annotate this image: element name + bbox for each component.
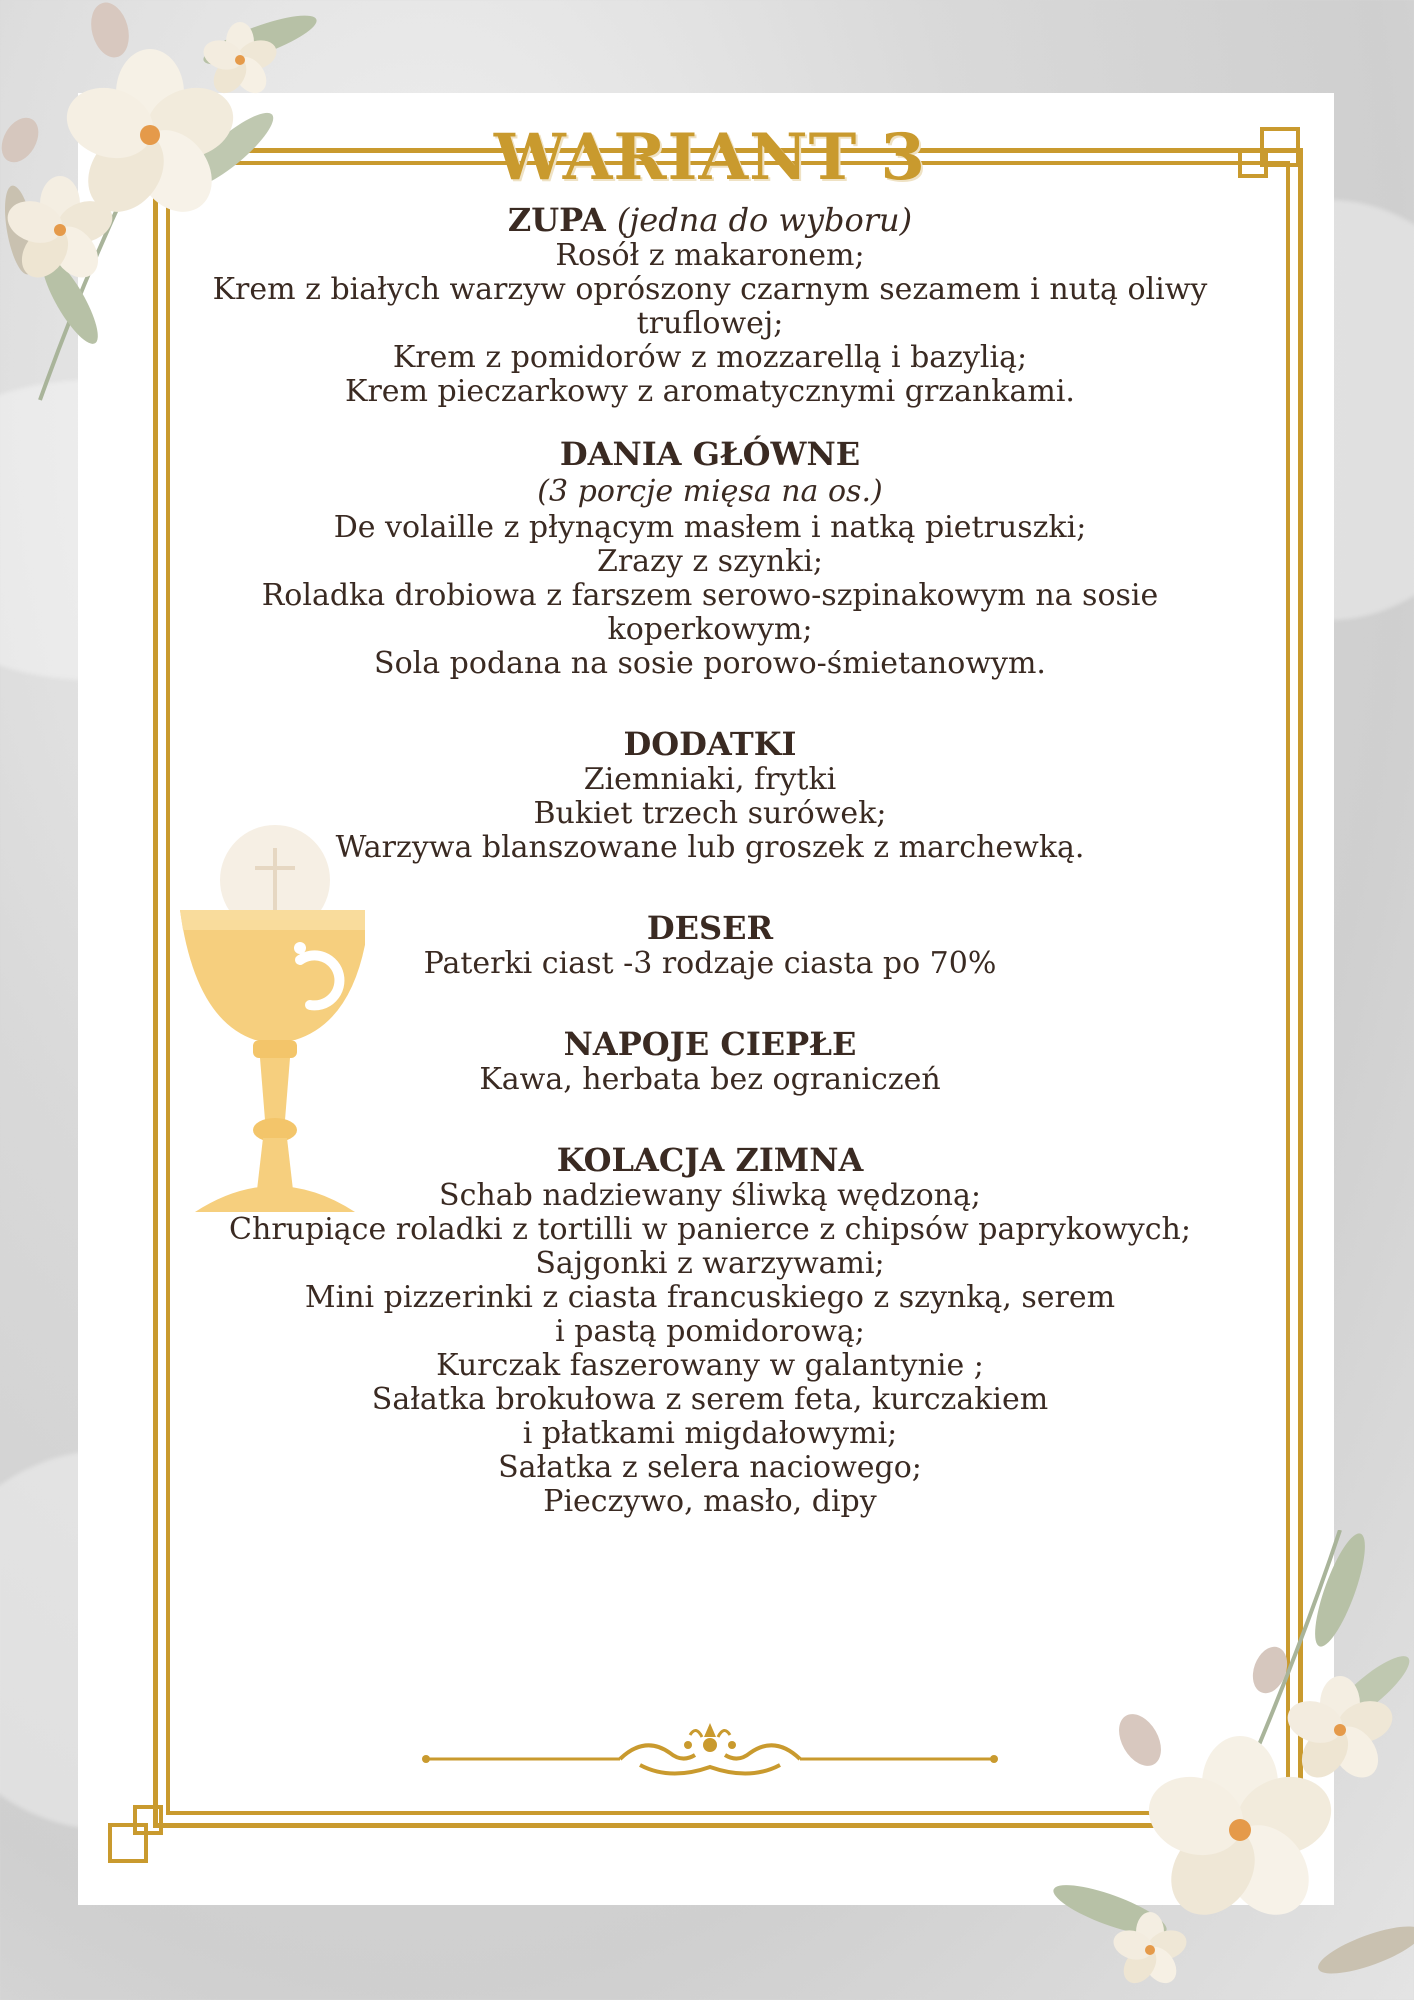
menu-item: Krem z pomidorów z mozzarellą i bazylią; <box>392 340 1028 375</box>
menu-item: Paterki ciast -3 rodzaje ciasta po 70% <box>423 946 997 981</box>
menu-item: Zrazy z szynki; <box>596 544 824 579</box>
menu-item: Ziemniaki, frytki <box>583 762 837 797</box>
flower-bouquet-icon <box>0 0 360 420</box>
menu-item: i pastą pomidorową; <box>555 1314 865 1349</box>
menu-item: Sajgonki z warzywami; <box>535 1246 885 1281</box>
menu-item: Pieczywo, masło, dipy <box>543 1484 877 1519</box>
menu-item: Schab nadziewany śliwką wędzoną; <box>439 1178 981 1213</box>
menu-item: truflowej; <box>636 306 784 341</box>
menu-item: Warzywa blanszowane lub groszek z marchewką. <box>335 830 1085 865</box>
section-heading-napoje-cieple: NAPOJE CIEPŁE <box>563 1025 857 1063</box>
section-heading-zupa: ZUPA (jedna do wyboru) <box>507 201 913 239</box>
section-heading-note: (jedna do wyboru) <box>616 201 913 239</box>
section-heading-dania-glowne: DANIA GŁÓWNE <box>559 435 861 473</box>
menu-item: De volaille z płynącym masłem i natką pietruszki; <box>333 510 1087 545</box>
menu-item: Kawa, herbata bez ograniczeń <box>479 1062 941 1097</box>
menu-item: Krem z białych warzyw oprószony czarnym sezamem i nutą oliwy <box>212 272 1208 307</box>
menu-item: Roladka drobiowa z farszem serowo-szpinakowym na sosie <box>261 578 1159 613</box>
menu-item: i płatkami migdałowymi; <box>522 1416 898 1451</box>
frame-corner-bottom-left-inner <box>133 1805 163 1835</box>
menu-item: Kurczak faszerowany w galantynie ; <box>436 1348 984 1383</box>
gold-flourish-divider <box>420 1715 1000 1795</box>
menu-item: koperkowym; <box>607 612 813 647</box>
menu-title: WARIANT 3 <box>493 120 927 195</box>
menu-item: Bukiet trzech surówek; <box>533 796 887 831</box>
section-heading-deser: DESER <box>646 909 774 947</box>
section-heading-dodatki: DODATKI <box>623 725 797 763</box>
menu-item: Rosół z makaronem; <box>555 238 865 273</box>
menu-item: Chrupiące roladki z tortilli w panierce z chipsów paprykowych; <box>229 1212 1191 1247</box>
menu-item: Krem pieczarkowy z aromatycznymi grzankami. <box>345 374 1075 409</box>
section-subnote: (3 porcje mięsa na os.) <box>537 474 883 509</box>
menu-item: Sałatka brokułowa z serem feta, kurczakiem <box>371 1382 1049 1417</box>
menu-item: Sałatka z selera naciowego; <box>498 1450 922 1485</box>
menu-item: Mini pizzerinki z ciasta francuskiego z szynką, serem <box>304 1280 1116 1315</box>
section-heading-kolacja-zimna: KOLACJA ZIMNA <box>556 1141 864 1179</box>
menu-item: Sola podana na sosie porowo-śmietanowym. <box>374 646 1046 681</box>
flower-bouquet-icon <box>1040 1530 1414 2000</box>
